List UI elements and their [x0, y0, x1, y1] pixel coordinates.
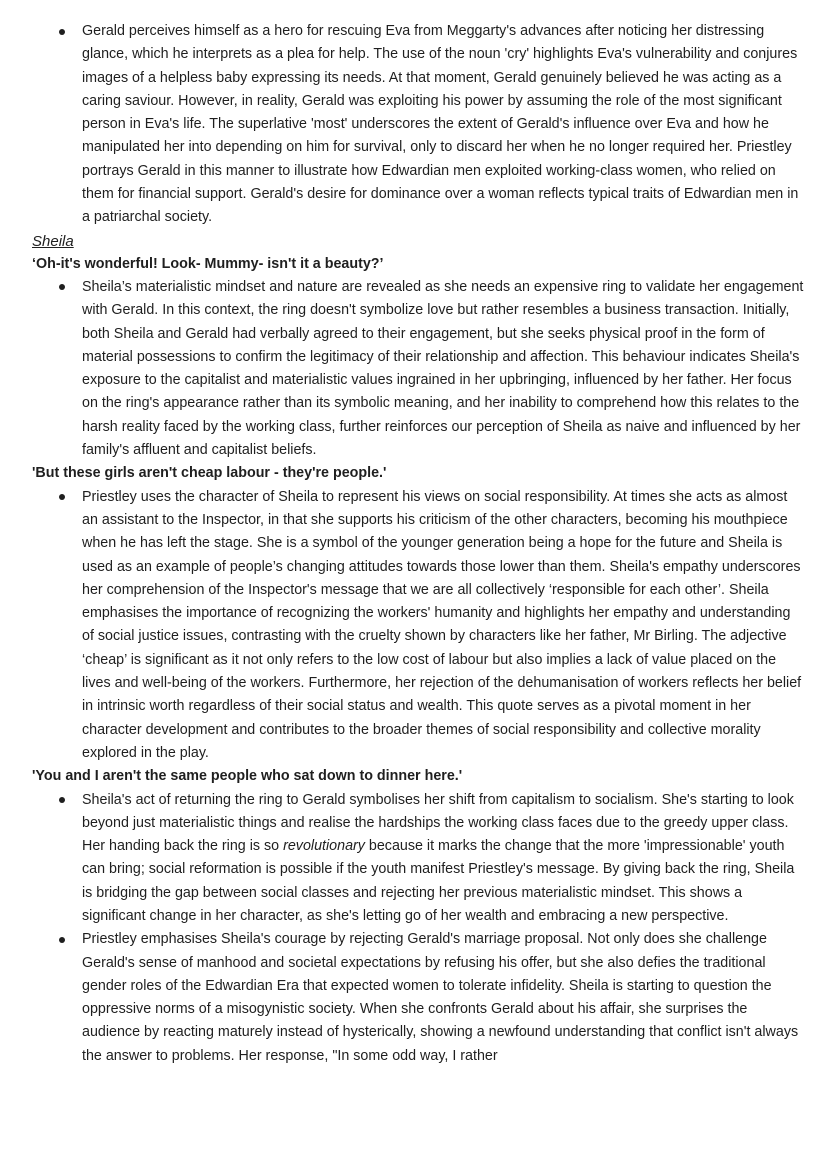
quote-bullet-list — [32, 276, 806, 462]
list-item: Priestley emphasises Sheila's courage by rejecting Gerald's marriage proposal. Not only does she challenge Gerald's sense of manhood and societal expectations by refusing his offer, but she also defies the traditional gender roles of the Edwardian Era that expected women to tolerate infidelity. Sheila is starting to question the oppressive norms of a misogynistic society. When she confronts Gerald about his affair, she surprises the audience by reacting maturely instead of hysterically, showing a newfound understanding that conflict isn't always the answer to problems. Her response, "In some odd way, I rather — [32, 928, 806, 1068]
quote-bullet-list — [32, 789, 806, 1069]
list-item: Sheila’s materialistic mindset and nature are revealed as she needs an expensive ring to validate her engagement with Gerald. In this context, the ring doesn't symbolize love but rather resembles a business transaction. Initially, both Sheila and Gerald had verbally agreed to their engagement, but she seeks physical proof in the form of material possessions to confirm the legitimacy of their relationship and affection. This behaviour indicates Sheila's exposure to the capitalist and materialistic values ingrained in her upbringing, influenced by her father. Her focus on the ring's appearance rather than its symbolic meaning, and her inability to comprehend how this relates to the harsh reality faced by the working class, further reinforces our perception of Sheila as naive and influenced by her family's affluent and capitalist beliefs. — [32, 276, 806, 462]
list-item: Gerald perceives himself as a hero for rescuing Eva from Meggarty's advances after noticing her distressing glance, which he interprets as a plea for help. The use of the noun 'cry' highlights Eva's vulnerability and conjures images of a helpless baby expressing its needs. At that moment, Gerald genuinely believed he was acting as a caring saviour. However, in reality, Gerald was exploiting his power by assuming the role of the most significant person in Eva's life. The superlative 'most' underscores the extent of Gerald's influence over Eva and how he manipulated her into depending on him for survival, only to discard her when he no longer required her. Priestley portrays Gerald in this manner to illustrate how Edwardian men exploited working-class women, who relied on them for financial support. Gerald's desire for dominance over a woman reflects typical traits of Edwardian men in a patriarchal society. — [32, 20, 806, 230]
quote-heading: 'But these girls aren't cheap labour - they're people.' — [32, 465, 387, 482]
list-item: Priestley uses the character of Sheila to represent his views on social responsibility. At times she acts as almost an assistant to the Inspector, in that she supports his criticism of the other characters, becoming his mouthpiece when he has left the stage. She is a symbol of the younger generation being a hope for the future and Sheila is used as an example of people’s changing attitudes towards those lower than them. Sheila's empathy underscores her comprehension of the Inspector's message that we are all collectively ‘responsible for each other’. Sheila emphasises the importance of recognizing the workers' humanity and highlights her empathy and understanding of social justice issues, contrasting with the cruelty shown by characters like her father, Mr Birling. The adjective ‘cheap’ is significant as it not only refers to the low cost of labour but also implies a lack of value placed on the lives and well-being of the workers. Furthermore, her rejection of the dehumanisation of workers reflects her belief in intrinsic worth regardless of their social status and wealth. This quote serves as a pivotal moment in her character development and contributes to the broader themes of social responsibility and collective morality explored in the play. — [32, 486, 806, 766]
italic-emphasis: revolutionary — [283, 838, 365, 855]
quote-bullet-list — [32, 486, 806, 766]
intro-bullet-list — [32, 20, 806, 230]
quote-heading: ‘Oh-it's wonderful! Look- Mummy- isn't it a beauty?’ — [32, 255, 384, 272]
list-item-text: because it marks the change that the more 'impressionable' youth can bring; social reformation is possible if the youth manifest Priestley's message. By giving back the ring, Sheila is bridging the gap between social classes and rejecting her previous materialistic mindset. This shows a significant change in her character, as she's letting go of her wealth and embracing a new perspective. — [82, 838, 795, 924]
list-item-text: Sheila's act of returning the ring to Gerald symbolises her shift from capitalism to socialism. She's starting to look beyond just materialistic things and realise the hardships the working class faces due to the greedy upper class. Her handing back the ring is so — [82, 791, 794, 855]
section-heading-sheila: Sheila — [32, 232, 74, 250]
list-item — [32, 789, 806, 929]
quote-heading: 'You and I aren't the same people who sat down to dinner here.' — [32, 768, 463, 785]
